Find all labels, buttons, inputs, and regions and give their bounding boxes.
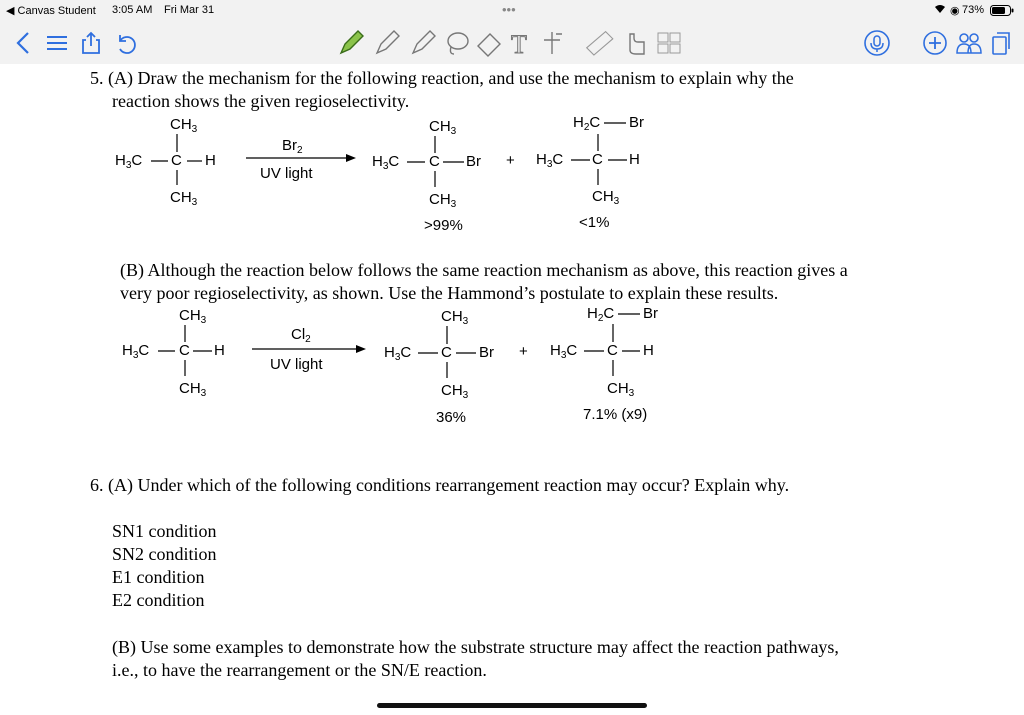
p2b-bottom-ch3: $CH_3$ (607, 380, 635, 399)
undo-icon[interactable] (110, 28, 140, 58)
annotation-toolbar (0, 22, 1024, 65)
lasso-icon[interactable] (442, 28, 472, 58)
rxn2-condition: UV light (270, 356, 323, 373)
q6b-line1: (B) Use some examples to demonstrate how the substrate structure may affect the reaction pathways, (112, 637, 839, 657)
p2a-center-c: C (441, 344, 452, 361)
highlighter-icon[interactable] (408, 28, 438, 58)
p1b-bottom-ch3: $CH_3$ (592, 188, 620, 207)
p1a-center-c: C (429, 153, 440, 170)
p1b-h: H (629, 151, 640, 168)
r2-h: H (214, 342, 225, 359)
q6b-line2: i.e., to have the rearrangement or the SN/E reaction. (112, 660, 487, 680)
r2-left-h3c: $H_3C$ (122, 342, 150, 361)
page-view-icon[interactable] (986, 28, 1016, 58)
r1-center-c: C (171, 152, 182, 169)
p1b-center-c: C (592, 151, 603, 168)
lasso-select-icon[interactable] (622, 28, 652, 58)
condition-sn1: SN1 condition (112, 521, 217, 541)
q5a-line2: reaction shows the given regioselectivity. (112, 91, 410, 111)
microphone-icon[interactable] (862, 28, 892, 58)
condition-e2: E2 condition (112, 590, 205, 610)
thumbnails-icon[interactable] (42, 28, 72, 58)
r2-bottom-ch3: $CH_3$ (179, 380, 207, 399)
pencil-icon[interactable] (372, 28, 402, 58)
q5b-line1: (B) Although the reaction below follows the same reaction mechanism as above, this reaction gives a (120, 260, 848, 280)
shared-users-icon[interactable] (954, 28, 984, 58)
p2b-center-c: C (607, 342, 618, 359)
rxn1-yield1: >99% (424, 217, 463, 234)
pen-icon[interactable] (336, 28, 366, 58)
q5b-line2: very poor regioselectivity, as shown. Use the Hammond’s postulate to explain these results. (120, 283, 779, 303)
r1-bottom-ch3: $CH_3$ (170, 189, 198, 208)
eraser-icon[interactable] (474, 28, 504, 58)
svg-text:T: T (511, 30, 527, 58)
rxn1-reagent: $Br_2$ (282, 137, 303, 156)
r2-center-c: C (179, 342, 190, 359)
rxn1-plus: + (506, 152, 515, 169)
p2a-top-ch3: $CH_3$ (441, 308, 469, 327)
p1b-top-h2c: $H_2C$ (573, 114, 601, 133)
wifi-icon (934, 4, 946, 17)
p1b-left-h3c: $H_3C$ (536, 151, 564, 170)
add-page-icon[interactable] (920, 28, 950, 58)
orientation-lock-icon: ◉ (950, 5, 960, 17)
p2a-left-h3c: $H_3C$ (384, 344, 412, 363)
share-icon[interactable] (76, 28, 106, 58)
p1a-left-h3c: $H_3C$ (372, 153, 400, 172)
rxn2-yield1: 36% (436, 409, 467, 426)
rxn1-yield2: <1% (579, 214, 610, 231)
condition-e1: E1 condition (112, 567, 205, 587)
p2b-top-h2c: $H_2C$ (587, 305, 615, 324)
home-indicator[interactable] (377, 703, 647, 708)
p1a-br: Br (466, 153, 481, 170)
rxn1-condition: UV light (260, 165, 313, 182)
p2a-br: Br (479, 344, 494, 361)
p2b-br: Br (643, 305, 658, 322)
battery-icon (990, 5, 1014, 19)
p2b-left-h3c: $H_3C$ (550, 342, 578, 361)
back-to-app-link[interactable]: ◀ Canvas Student (6, 5, 96, 17)
rxn2-plus: + (519, 343, 528, 360)
ruler-icon[interactable] (584, 28, 614, 58)
p2b-h: H (643, 342, 654, 359)
r1-left-h3c: $H_3C$ (115, 152, 143, 171)
status-bar (0, 0, 1024, 22)
p2a-bottom-ch3: $CH_3$ (441, 382, 469, 401)
r1-top-ch3: $CH_3$ (170, 116, 198, 135)
p1a-top-ch3: $CH_3$ (429, 118, 457, 137)
q6a-line: 6. (A) Under which of the following conditions rearrangement reaction may occur? Explain why. (90, 475, 790, 495)
r2-top-ch3: $CH_3$ (179, 307, 207, 326)
back-chevron-icon[interactable] (8, 28, 38, 58)
rxn2-yield2: 7.1% (x9) (583, 406, 648, 423)
text-icon[interactable] (506, 28, 536, 58)
r1-h: H (205, 152, 216, 169)
condition-sn2: SN2 condition (112, 544, 217, 564)
p1b-br: Br (629, 114, 644, 131)
rxn2-reagent: $Cl_2$ (291, 326, 311, 345)
document-page (0, 64, 1024, 715)
image-icon[interactable] (654, 28, 684, 58)
p1a-bottom-ch3: $CH_3$ (429, 191, 457, 210)
shapes-icon[interactable] (538, 28, 568, 58)
status-date: Fri Mar 31 (164, 4, 215, 16)
battery-percent: 73% (962, 4, 985, 16)
q5a-line1: 5. (A) Draw the mechanism for the following reaction, and use the mechanism to explain why the (90, 68, 794, 88)
multitask-dots[interactable]: ••• (502, 2, 516, 17)
status-time: 3:05 AM (112, 4, 153, 16)
